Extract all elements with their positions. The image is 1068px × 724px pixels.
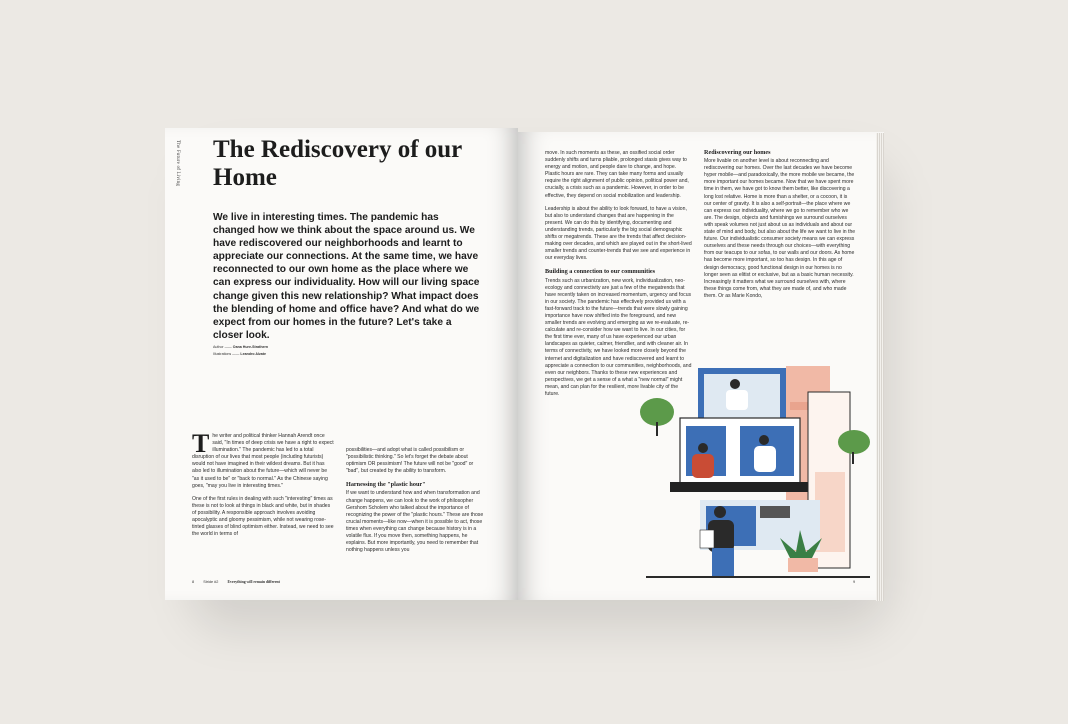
body-paragraph: move. In such moments as these, an ossified social order suddenly shifts and turns pliable, prolonged stasis gives way to energy and motion, and people dare to change, and hope. Plastic hours are rare. They can take many forms and usually require the right alignment of public opinion, political power and, crucially, a crisis such as a pandemic. However, in order to be effective, they depend on social mobilization and leadership. — [545, 150, 689, 199]
page-edges — [876, 133, 884, 601]
author-label: Author — [213, 345, 224, 349]
section-subhead: Rediscovering our homes — [704, 149, 771, 156]
section-subhead: Harnessing the "plastic hour" — [346, 481, 426, 489]
home-illustration — [640, 362, 875, 587]
page-number-left: 8 — [192, 580, 195, 584]
section-subhead: Building a connection to our communities — [545, 268, 656, 276]
body-paragraph: possibilities—and adopt what is called possibilism or "possibilistic thinking." So let's forget the debate about optimism OR pessimism! The future will not be "good" or "bad", but created by the ability to transform. — [346, 447, 474, 475]
series-title: Everything will remain different — [227, 580, 280, 584]
left-column-2 — [346, 447, 488, 560]
drop-cap: T — [192, 429, 210, 458]
body-paragraph: One of the first rules in dealing with such "interesting" times as these is not to look at things in black and white, but in shades of possibility. A responsible approach involves avoiding apocalyptic and gloomy pessimism, while not wearing rose-tinted glasses of blind optimism either. Instead, we need to see the world in terms of — [192, 495, 334, 538]
author-name: Oana Hure-Strathern — [232, 345, 269, 349]
left-column-1 — [192, 429, 335, 544]
illustrations-label: Illustrations — [213, 352, 232, 356]
section-label: The Future of Living — [175, 140, 180, 187]
credits: Author —— Oana Hure-Strathern Illustrations —— Leandro Alzate — [213, 345, 269, 356]
body-paragraph: If we want to understand how and when transformation and change happens, we can look to the work of philosopher Gershom Scholem who talked about the importance of recognizing the power of the "plastic hours." These are those crucial moments—like now—when it is possible to act, those times when everything can change because history is in a volatile flux. If you move then, something happens, he explains. But more importantly, you need to remember that nothing happens unless you — [346, 490, 484, 554]
body-paragraph: Trends such as urbanization, new work, individualization, neo-ecology and connectivity are just a few of the megatrends that have recently taken on increased momentum, urgency and focus in our society. The pandemic has effectively provided us with a fast-forward track to the future—trends that were slowly gaining importance have now shifted into the foreground, and new smaller trends are evolving and emerging as we re-evaluate, re-calculate and re-consider how we want to live. In our cities, for the first time ever, many of us have experienced our urban landscapes as quieter, calmer, friendlier, and with cleaner air. In terms of connectivity, we have looked more closely beyond the internet and digitalization and have rediscovered and learnt to appreciate a connection to our communities, neighborhoods, and even our neighbors. Thanks to these new experiences and perspectives, we get a sense of a what a "new normal" might mean, and can plan for the resilient, more livable city of the future. — [545, 277, 692, 397]
illustrator-name: Leandro Alzate — [240, 352, 267, 356]
body-paragraph: he writer and political thinker Hannah Arendt once said, "In times of deep crisis we have a right to expect illumination." The pandemic has led to a total disruption of our lives that most people (including futurists) would not have imagined in their wildest dreams. But it has also led to illumination about the future—which will never be "as it used to be" or "back to normal." As the Chinese saying goes, "may you live in interesting times." — [192, 433, 334, 489]
article-lede: We live in interesting times. The pandemic has changed how we think about the space around us. We have rediscovered our neighborhoods and learnt to appreciate our connections. At the same time, we have reconnected to our own home as the place where we can express our individuality. How will our living space change given this new relationship? What impact does the blending of home and office have? And what do we expect from our homes in the future? Let's take a closer look. — [213, 212, 480, 341]
right-column-2 — [704, 147, 856, 306]
page-number-right: 9 — [853, 580, 856, 584]
article-title: The Rediscovery of our Home — [213, 136, 462, 191]
body-paragraph: More livable on another level is about reconnecting and rediscovering our homes. Over the last decades we have become hyper mobile—and paradoxically, the more mobile we became, the more important our homes became. Now that we have spent more time in them, we have got to know them better, like discovering a long lost relative. Home is more than a shelter, or a cocoon, it is our center of gravity. It is also a self-portrait—the place where we can express our individuality, where we go to remember who we are. The design, objects and furnishings we surround ourselves with speak volumes not just about us as individuals and about our state of mind and body, but also about the life we want to live in the future. Our individualistic consumer society means we can express ourselves and these needs through our choices—with everything from our teacups to our sofas, to our walls and our doors. As home has become more important, so too has design. In this age of design democracy, good functional design in our homes is no longer seen as elitist or exclusive, but as a basic human necessity. Increasingly it matters what we surround ourselves with, where these things come from, what they are made of, and who made them. Or as Marie Kondo, — [704, 158, 856, 299]
body-paragraph: Leadership is about the ability to look forward, to have a vision, but also to understand changes that are happening in the present. We can do this by identifying, documenting and understanding trends, particularly the big social demographic shifts or megatrends. These are the trends that affect decision-making over decades, and which are played out in the short-lived smaller trends and counter-trends that we see and experience in our everyday lives. — [545, 205, 692, 262]
left-footer — [192, 580, 280, 584]
issue-label: Stride #2 — [203, 580, 219, 584]
